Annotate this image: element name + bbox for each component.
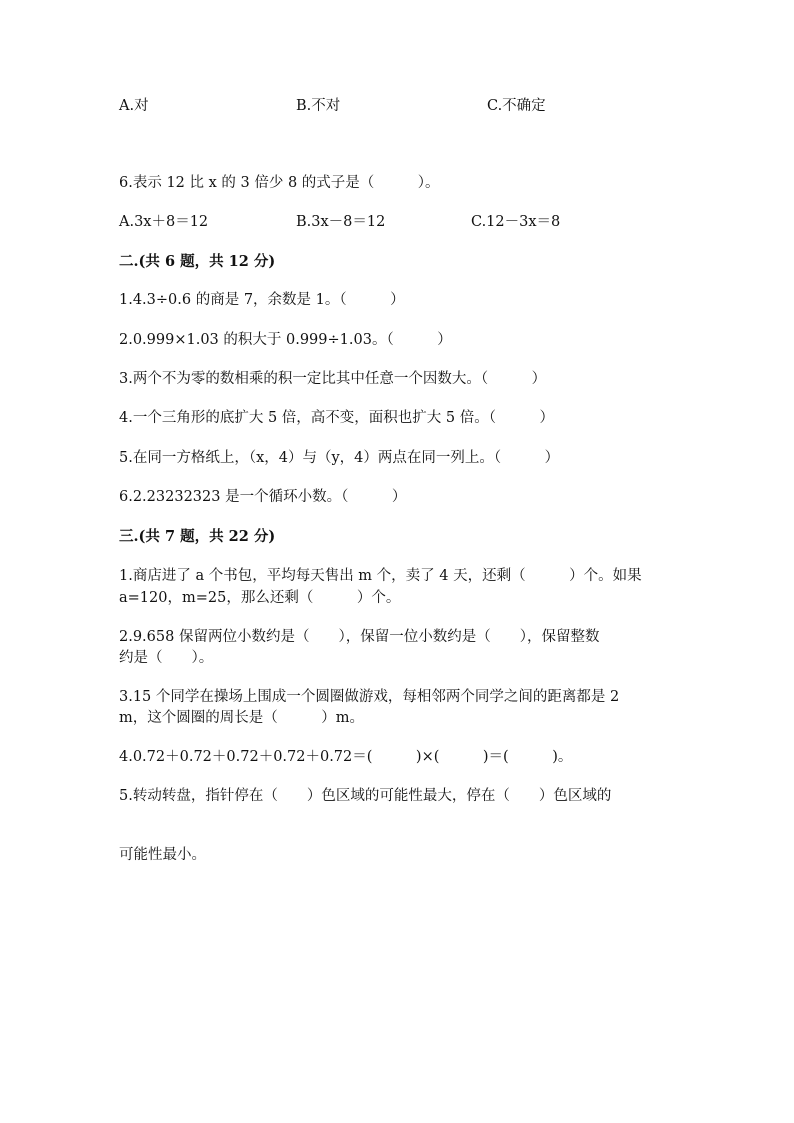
q6-text: 6.表示 12 比 x 的 3 倍少 8 的式子是（ ）。 bbox=[119, 175, 440, 191]
section3-q5-line2: 可能性最小。 bbox=[119, 847, 206, 863]
section3-q2-line2: 约是（ ）。 bbox=[119, 650, 214, 666]
section2-item-2: 2.0.999×1.03 的积大于 0.999÷1.03。（ ） bbox=[119, 332, 452, 348]
section3-q2-line1: 2.9.658 保留两位小数约是（ ），保留一位小数约是（ ），保留整数 bbox=[119, 629, 600, 645]
q5-option-c: C.不确定 bbox=[487, 98, 546, 114]
section2-item-5: 5.在同一方格纸上，（x，4）与（y，4）两点在同一列上。（ ） bbox=[119, 450, 560, 466]
section2-item-6: 6.2.23232323 是一个循环小数。（ ） bbox=[119, 489, 407, 505]
q5-option-a: A.对 bbox=[119, 98, 149, 114]
section3-q1-line1: 1.商店进了 a 个书包，平均每天售出 m 个，卖了 4 天，还剩（ ）个。如果 bbox=[119, 568, 642, 584]
section3-q4: 4.0.72＋0.72＋0.72＋0.72＋0.72＝( )×( )＝( )。 bbox=[119, 749, 573, 765]
section2-title: 二.(共 6 题，共 12 分) bbox=[119, 253, 276, 270]
section2-item-4: 4.一个三角形的底扩大 5 倍，高不变，面积也扩大 5 倍。（ ） bbox=[119, 410, 554, 426]
section2-item-1: 1.4.3÷0.6 的商是 7，余数是 1。（ ） bbox=[119, 292, 405, 308]
section3-q1-line2: a=120，m=25，那么还剩（ ）个。 bbox=[119, 590, 401, 606]
section3-q3-line2: m，这个圆圈的周长是（ ）m。 bbox=[119, 710, 364, 726]
q6-option-b: B.3x－8＝12 bbox=[296, 214, 386, 230]
q6-option-c: C.12－3x＝8 bbox=[471, 214, 561, 230]
section3-q5-line1: 5.转动转盘，指针停在（ ）色区域的可能性最大，停在（ ）色区域的 bbox=[119, 788, 612, 804]
section3-title: 三.(共 7 题，共 22 分) bbox=[119, 528, 276, 545]
q6-option-a: A.3x＋8＝12 bbox=[119, 214, 209, 230]
q5-option-b: B.不对 bbox=[296, 98, 341, 114]
section3-q3-line1: 3.15 个同学在操场上围成一个圆圈做游戏，每相邻两个同学之间的距离都是 2 bbox=[119, 689, 620, 705]
section2-item-3: 3.两个不为零的数相乘的积一定比其中任意一个因数大。（ ） bbox=[119, 371, 547, 387]
